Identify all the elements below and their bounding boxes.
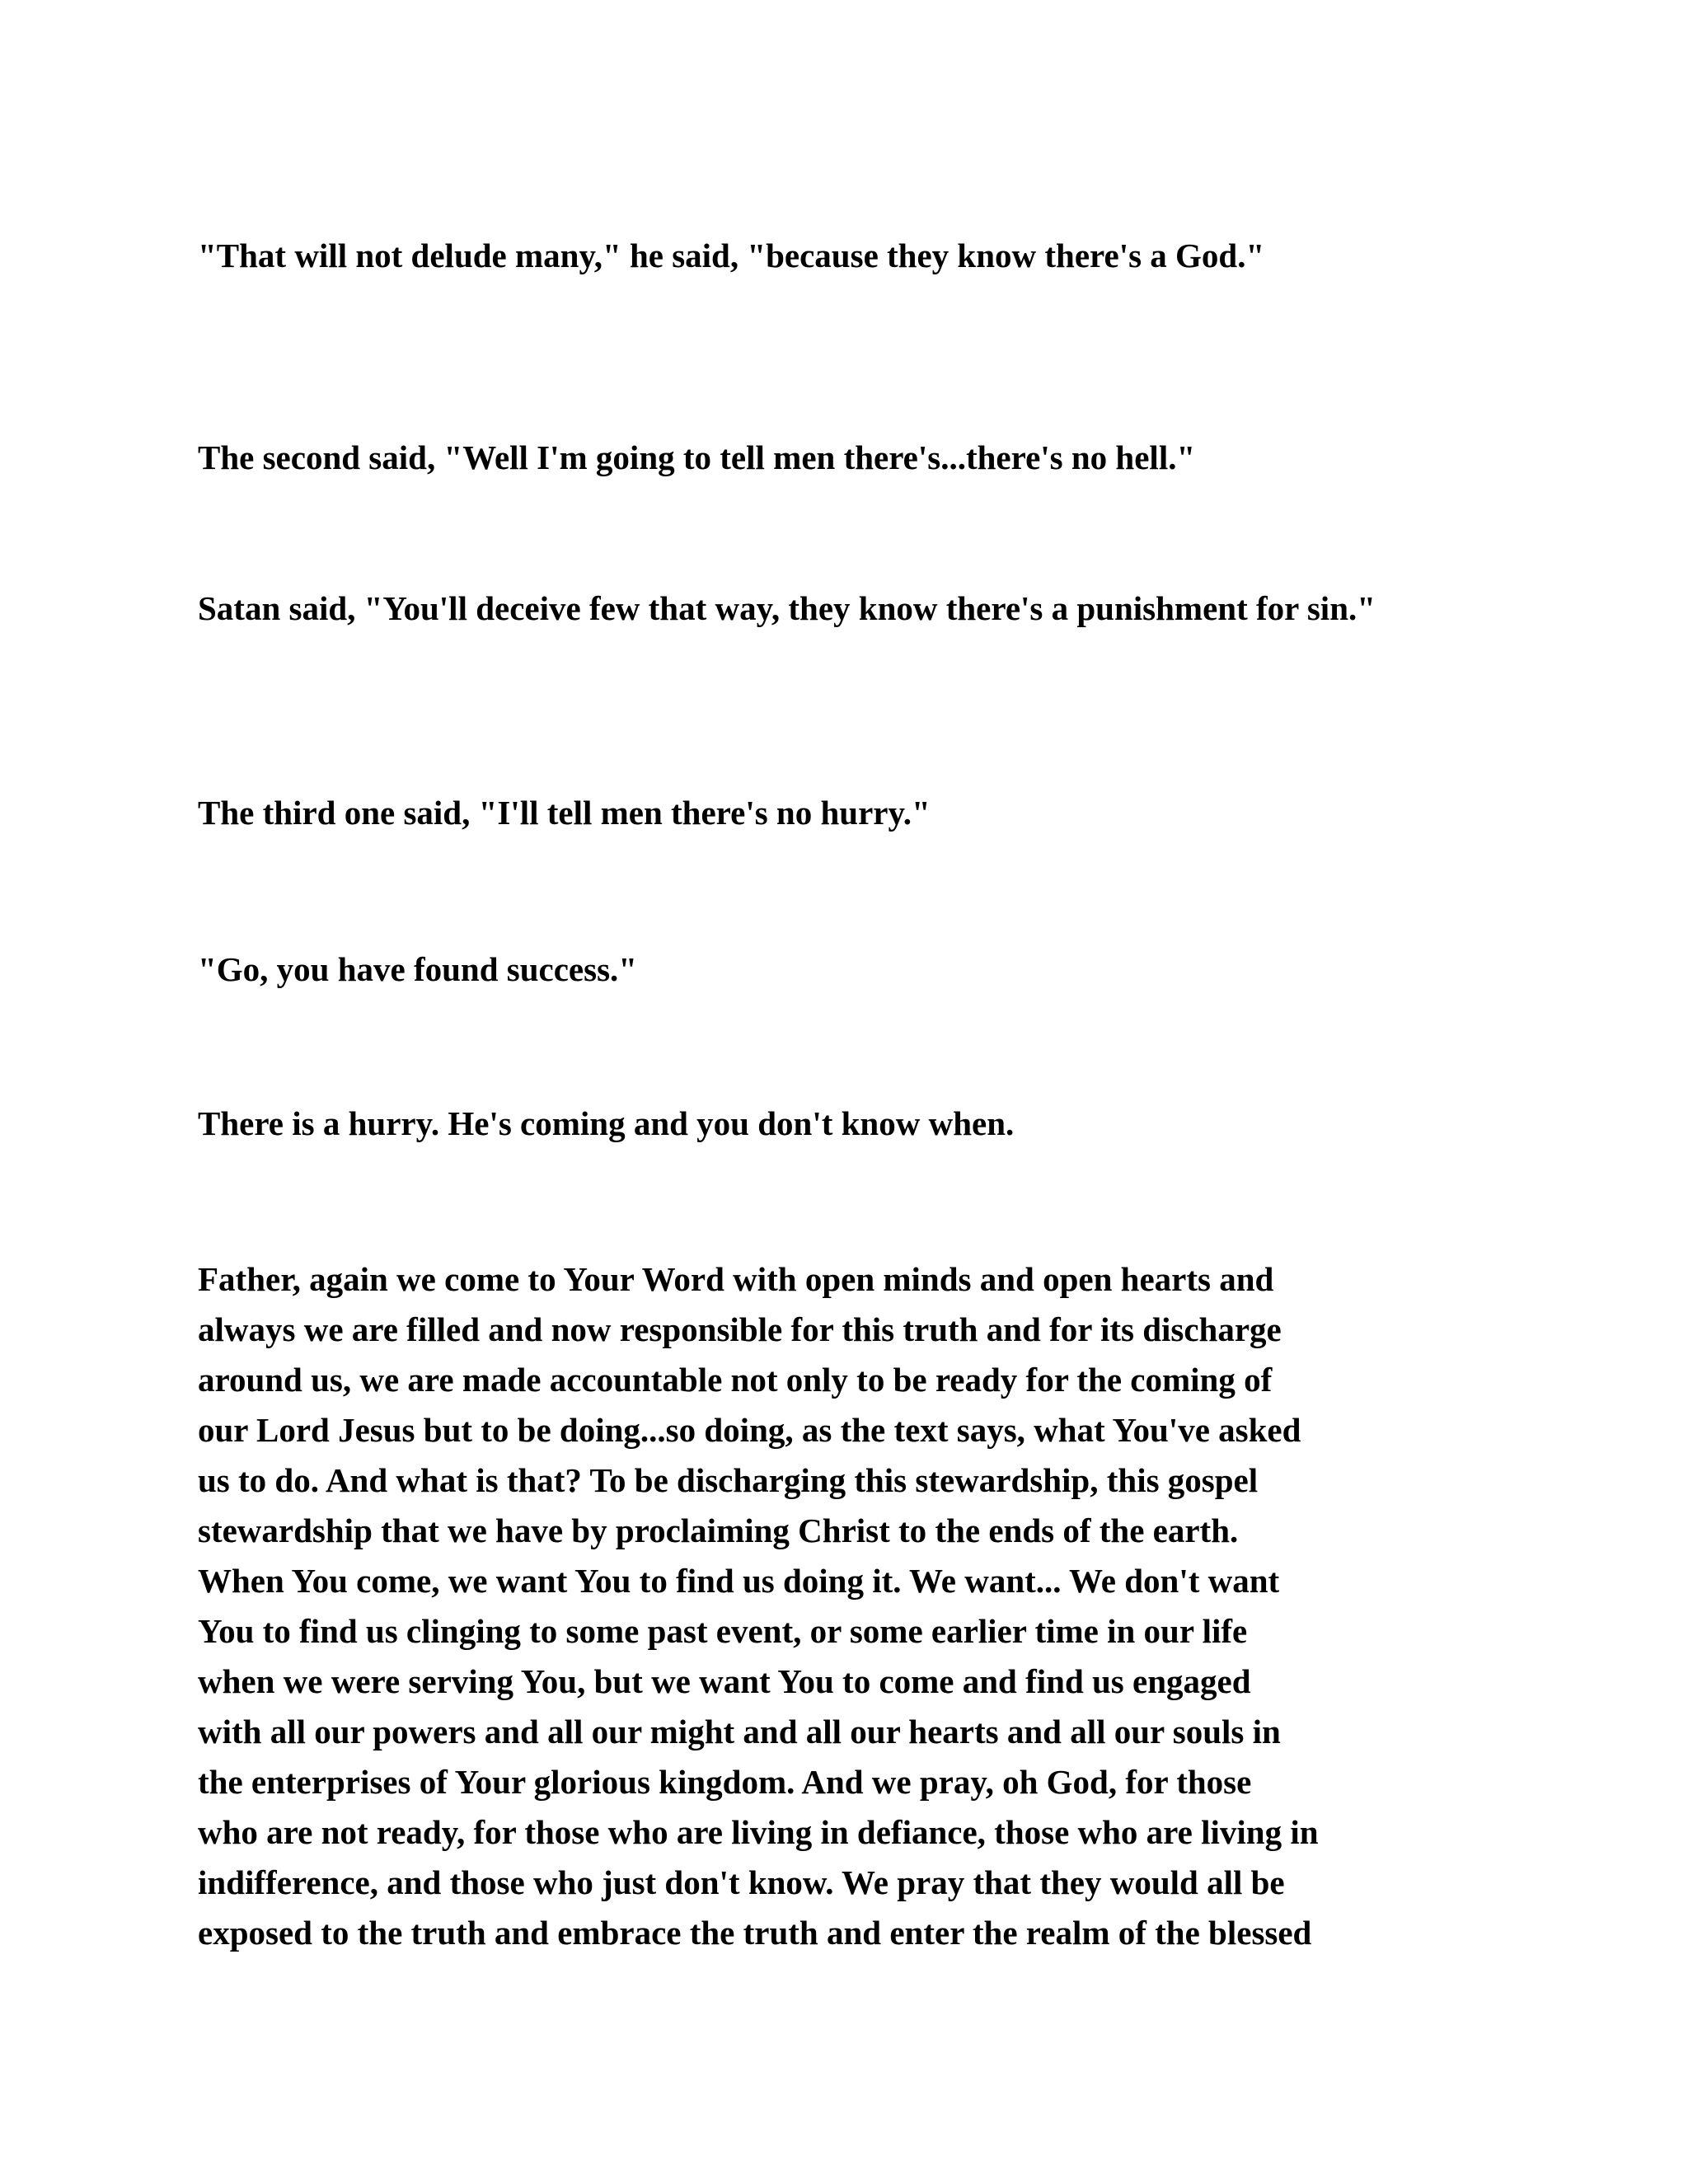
paragraph-prayer — [198, 1254, 1500, 1958]
prayer-line: exposed to the truth and embrace the truth and enter the realm of the blessed — [198, 1914, 1312, 1952]
prayer-line: You to find us clinging to some past event, or some earlier time in our life — [198, 1612, 1248, 1650]
paragraph-third-said: The third one said, "I'll tell men there's no hurry." — [198, 794, 931, 832]
prayer-line: Father, again we come to Your Word with open minds and open hearts and — [198, 1260, 1274, 1298]
prayer-line: the enterprises of Your glorious kingdom. And we pray, oh God, for those — [198, 1763, 1252, 1801]
paragraph-go-success: "Go, you have found success." — [198, 950, 638, 988]
prayer-line: indifference, and those who just don't know. We pray that they would all be — [198, 1863, 1285, 1901]
paragraph-satan-said: Satan said, "You'll deceive few that way, they know there's a punishment for sin." — [198, 589, 1376, 627]
paragraph-there-is-hurry: There is a hurry. He's coming and you don't know when. — [198, 1104, 1015, 1142]
prayer-line: always we are filled and now responsible for this truth and for its discharge — [198, 1310, 1282, 1348]
paragraph-delude-many: "That will not delude many," he said, "because they know there's a God." — [198, 237, 1265, 274]
prayer-line: us to do. And what is that? To be discharging this stewardship, this gospel — [198, 1461, 1259, 1499]
prayer-line: our Lord Jesus but to be doing...so doing, as the text says, what You've asked — [198, 1411, 1301, 1449]
prayer-line: stewardship that we have by proclaiming Christ to the ends of the earth. — [198, 1511, 1239, 1549]
prayer-line: around us, we are made accountable not only to be ready for the coming of — [198, 1361, 1273, 1399]
prayer-line: when we were serving You, but we want You to come and find us engaged — [198, 1662, 1251, 1700]
prayer-line: When You come, we want You to find us doing it. We want... We don't want — [198, 1562, 1280, 1600]
prayer-line: who are not ready, for those who are living in defiance, those who are living in — [198, 1813, 1319, 1851]
paragraph-second-said: The second said, "Well I'm going to tell men there's...there's no hell." — [198, 438, 1196, 476]
prayer-line: with all our powers and all our might and all our hearts and all our souls in — [198, 1713, 1281, 1750]
